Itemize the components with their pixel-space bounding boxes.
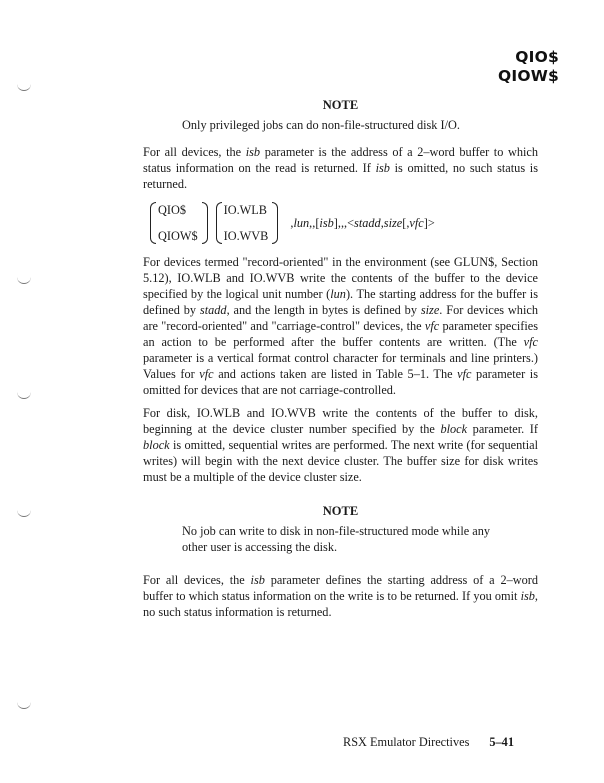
footer-title: RSX Emulator Directives — [343, 735, 470, 749]
option-io-wvb: IO.WVB — [223, 229, 269, 243]
paragraph-isb-read: For all devices, the isb parameter is the address of a 2–word buffer to which status information on the read is returned. If isb is omitted, no such status is returned. — [143, 145, 539, 191]
directive-name-choice — [150, 200, 208, 246]
note-title: NOTE — [322, 98, 359, 112]
option-qiow: QIOW$ — [158, 229, 198, 243]
margin-mark — [17, 392, 31, 399]
note-title: NOTE — [322, 504, 359, 518]
note-text: Only privileged jobs can do non-file-structured disk I/O. — [182, 118, 460, 132]
main-content — [143, 86, 538, 660]
margin-mark — [17, 84, 31, 91]
option-io-wlb: IO.WLB — [223, 203, 267, 217]
paragraph-record-oriented: For devices termed "record-oriented" in the environment (see GLUN$, Section 5.12), IO.WLB and IO.WVB write the contents of the buffer to the device specified by the logical unit number (lun). The starting address for the buffer is defined by stadd, and the length in bytes is defined by size. For devices which are "record-oriented" and "carriage-control" devices, the vfc parameter specifies an action to be performed after the buffer contents are written. (The vfc parameter is a vertical format control character for terminals and line printers.) Values for vfc and actions taken are listed in Table 5–1. The vfc parameter is omitted for devices that are not carriage-controlled. — [143, 255, 538, 397]
right-brace — [272, 202, 278, 244]
left-brace — [150, 202, 156, 244]
page-number: 5–41 — [489, 735, 514, 749]
running-header — [0, 48, 559, 86]
running-header-qiow: QIOW$ — [497, 67, 559, 85]
syntax-arguments: ,lun,,[isb],,,<stadd,size[,vfc]> — [290, 216, 435, 230]
margin-mark — [17, 277, 31, 284]
option-qio: QIO$ — [158, 203, 187, 217]
paragraph-disk-writes: For disk, IO.WLB and IO.WVB write the contents of the buffer to disk, beginning at the device cluster number specified by the block parameter. If block is omitted, sequential writes are performed. The next write (for sequential writes) will begin with the next device cluster. The buffer size for disk writes must be a multiple of the device cluster size. — [143, 406, 538, 484]
function-code-choice — [216, 200, 279, 246]
directive-syntax — [150, 200, 538, 246]
left-brace — [216, 202, 222, 244]
margin-mark — [17, 510, 31, 517]
right-brace — [202, 202, 208, 244]
running-header-qio: QIO$ — [515, 48, 559, 66]
note-text: No job can write to disk in non-file-structured mode while any other user is accessing the disk. — [182, 524, 491, 554]
page-footer — [343, 734, 573, 750]
paragraph-isb-write: For all devices, the isb parameter defines the starting address of a 2–word buffer to which status information on the write is to be returned. If you omit isb, no such status information is returned. — [143, 573, 539, 619]
margin-mark — [17, 702, 31, 709]
